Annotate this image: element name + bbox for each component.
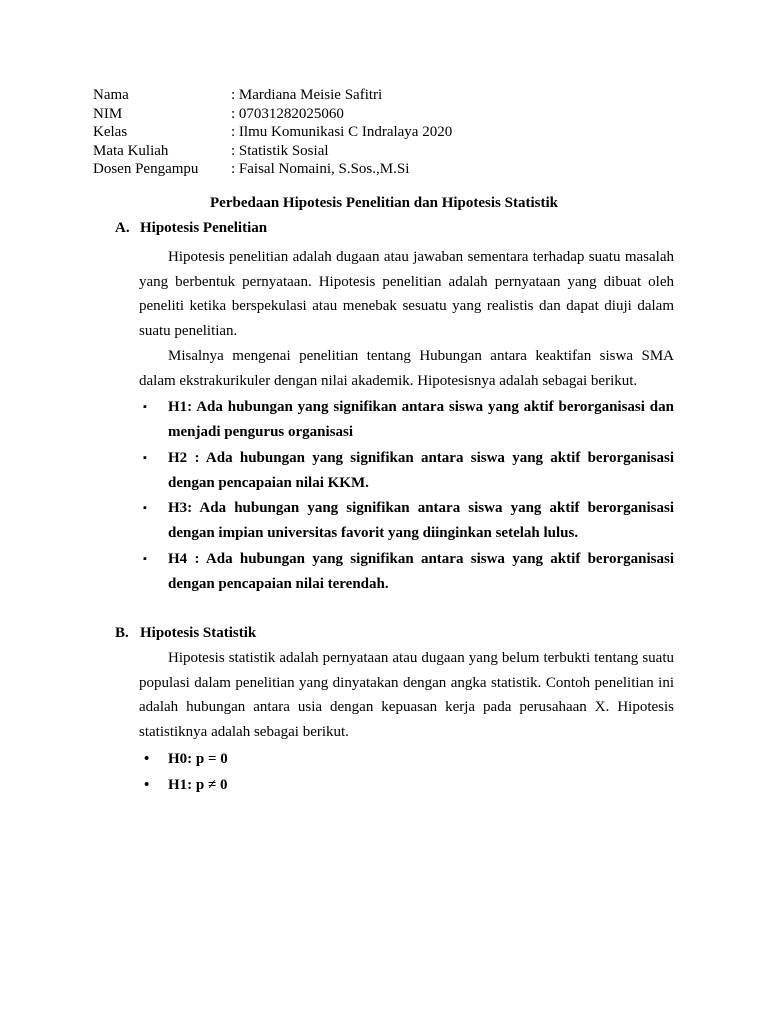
section-a-paragraph-1: Hipotesis penelitian adalah dugaan atau jawaban sementara terhadap suatu masalah yang berbentuk pernyataan. Hipotesis penelitian adalah pernyataan yang dibuat oleh peneliti ketika berspekulasi atau menebak sesuatu yang realistis dan dapat diuji dalam suatu penelitian.	[139, 249, 674, 340]
square-bullet-icon: ▪	[143, 451, 147, 464]
square-bullet-icon: ▪	[143, 552, 147, 565]
info-value: : Statistik Sosial	[231, 142, 329, 159]
list-item-text: H4 : Ada hubungan yang signifikan antara siswa yang aktif berorganisasi dengan pencapaian nilai terendah.	[168, 550, 674, 592]
section-letter: A.	[115, 220, 130, 236]
list-item	[139, 446, 674, 496]
student-info-block	[93, 86, 452, 179]
section-b-heading	[115, 625, 256, 642]
info-label: Kelas	[93, 124, 128, 140]
list-item	[139, 395, 674, 445]
info-label: NIM	[93, 105, 123, 122]
list-item-text: H2 : Ada hubungan yang signifikan antara siswa yang aktif berorganisasi dengan pencapaian nilai KKM.	[168, 449, 674, 491]
list-item	[139, 772, 228, 798]
square-bullet-icon: ▪	[143, 502, 147, 514]
info-row-kelas	[93, 123, 452, 142]
section-a-heading	[115, 220, 267, 237]
list-item	[139, 496, 674, 546]
info-row-nama	[93, 86, 452, 105]
section-b-paragraph-1: Hipotesis statistik adalah pernyataan atau dugaan yang belum terbukti tentang suatu populasi dalam penelitian yang dinyatakan dengan angka statistik. Contoh penelitian ini adalah hubungan antara usia dengan kepuasan kerja pada perusahaan X. Hipotesis statistiknya adalah sebagai berikut.	[139, 650, 674, 741]
round-bullet-icon: •	[144, 777, 150, 793]
square-bullet-icon: ▪	[143, 401, 147, 413]
list-item	[139, 746, 228, 772]
info-row-dosen	[93, 160, 452, 179]
list-item-text: H1: p ≠ 0	[168, 777, 228, 793]
info-value: : Mardiana Meisie Safitri	[231, 87, 383, 103]
info-label: Dosen Pengampu	[93, 161, 199, 177]
info-label: Nama	[93, 87, 129, 103]
info-label: Mata Kuliah	[93, 142, 169, 159]
list-item	[139, 547, 674, 597]
info-row-mata-kuliah	[93, 142, 452, 161]
statistic-hypothesis-list	[139, 746, 228, 798]
list-item-text: H1: Ada hubungan yang signifikan antara siswa yang aktif berorganisasi dan menjadi pengurus organisasi	[168, 399, 674, 440]
info-row-nim	[93, 105, 452, 124]
info-value: : Ilmu Komunikasi C Indralaya 2020	[231, 124, 453, 140]
round-bullet-icon: •	[144, 751, 150, 767]
hypothesis-list	[139, 395, 674, 597]
section-title: Hipotesis Penelitian	[140, 220, 268, 236]
info-value: : Faisal Nomaini, S.Sos.,M.Si	[231, 161, 410, 177]
section-a-paragraph-2: Misalnya mengenai penelitian tentang Hubungan antara keaktifan siswa SMA dalam ekstrakurikuler dengan nilai akademik. Hipotesisnya adalah sebagai berikut.	[139, 348, 674, 389]
section-title: Hipotesis Statistik	[140, 625, 257, 641]
list-item-text: H0: p = 0	[168, 751, 228, 767]
list-item-text: H3: Ada hubungan yang signifikan antara siswa yang aktif berorganisasi dengan impian universitas favorit yang diinginkan setelah lulus.	[168, 500, 674, 541]
section-letter: B.	[115, 625, 129, 641]
document-title: Perbedaan Hipotesis Penelitian dan Hipotesis Statistik	[210, 195, 558, 211]
info-value: : 07031282025060	[231, 105, 344, 122]
